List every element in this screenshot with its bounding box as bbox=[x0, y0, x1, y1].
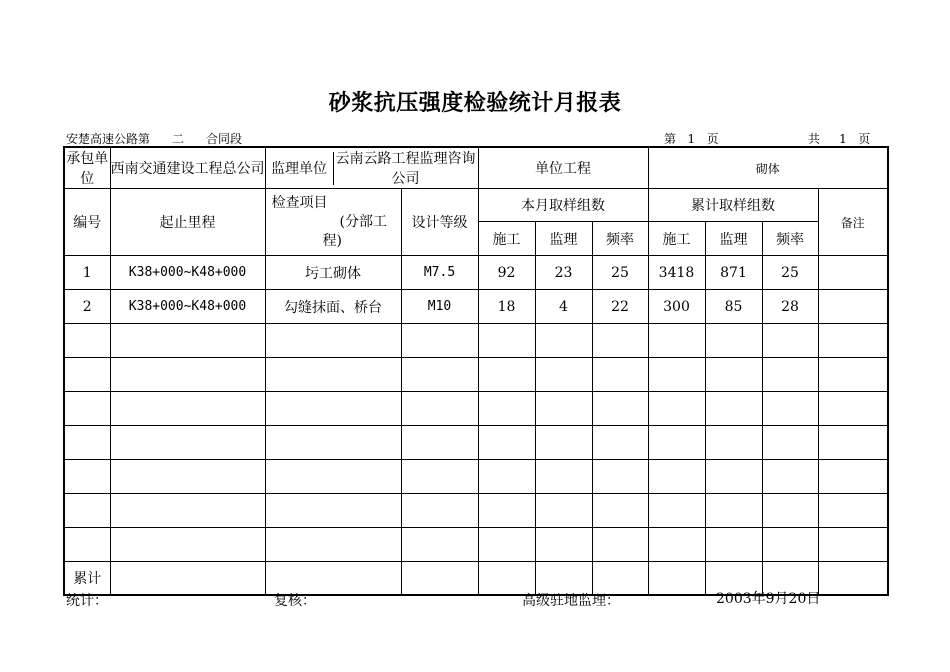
unit-work-value: 砌体 bbox=[648, 147, 888, 189]
month-supervision-header: 监理 bbox=[535, 222, 592, 256]
page-unit: 页 bbox=[706, 132, 719, 146]
senior-supervisor-label: 高级驻地监理： bbox=[522, 593, 620, 609]
project-prefix: 安楚高速公路第 bbox=[66, 132, 151, 146]
contractor-label: 承包单位 bbox=[64, 147, 110, 189]
month-construction-header: 施工 bbox=[478, 222, 535, 256]
contract-number: 二 bbox=[150, 133, 206, 147]
total-construction-header: 施工 bbox=[648, 222, 705, 256]
page-label: 第 bbox=[664, 132, 677, 146]
cumulative-label: 累计 bbox=[64, 562, 110, 595]
empty-row bbox=[64, 358, 888, 392]
total-group-header: 累计取样组数 bbox=[648, 189, 818, 222]
project-line bbox=[66, 130, 242, 147]
supervisor-value: 云南云路工程监理咨询公司 bbox=[335, 151, 476, 187]
report-date: 2003年9月20日 bbox=[716, 591, 821, 607]
project-suffix: 合同段 bbox=[206, 132, 243, 146]
total-unit: 页 bbox=[858, 132, 871, 146]
col-mileage-header: 起止里程 bbox=[110, 189, 265, 256]
empty-row bbox=[64, 528, 888, 562]
empty-row bbox=[64, 392, 888, 426]
report-table bbox=[63, 146, 889, 596]
header-row-1 bbox=[64, 189, 888, 222]
total-frequency-header: 频率 bbox=[762, 222, 818, 256]
stats-label: 统计： bbox=[66, 593, 108, 609]
col-inspection-header: 检查项目 (分部工 程) bbox=[265, 189, 401, 256]
table-row: 1 K38+000~K48+000 圬工砌体 M7.5 92 23 25 3418 871 25 bbox=[64, 256, 888, 290]
total-number: 1 bbox=[839, 132, 847, 146]
col-grade-header: 设计等级 bbox=[401, 189, 478, 256]
page-indicator bbox=[664, 130, 719, 147]
month-frequency-header: 频率 bbox=[592, 222, 648, 256]
supervisor-label: 监理单位 bbox=[266, 152, 334, 185]
empty-row bbox=[64, 426, 888, 460]
col-remarks-header: 备注 bbox=[818, 189, 888, 256]
table-row: 2 K38+000~K48+000 勾缝抹面、桥台 M10 18 4 22 300 85 28 bbox=[64, 290, 888, 324]
unit-work-label: 单位工程 bbox=[478, 147, 648, 189]
empty-row bbox=[64, 324, 888, 358]
empty-row bbox=[64, 494, 888, 528]
total-label: 共 bbox=[808, 132, 821, 146]
col-no-header: 编号 bbox=[64, 189, 110, 256]
info-row bbox=[64, 147, 888, 189]
review-label: 复核： bbox=[274, 593, 316, 609]
contractor-value: 西南交通建设工程总公司 bbox=[110, 147, 265, 189]
total-pages bbox=[808, 130, 870, 147]
month-group-header: 本月取样组数 bbox=[478, 189, 648, 222]
report-title: 砂浆抗压强度检验统计月报表 bbox=[328, 91, 622, 116]
total-supervision-header: 监理 bbox=[705, 222, 762, 256]
empty-row bbox=[64, 460, 888, 494]
page-number: 1 bbox=[687, 132, 696, 146]
